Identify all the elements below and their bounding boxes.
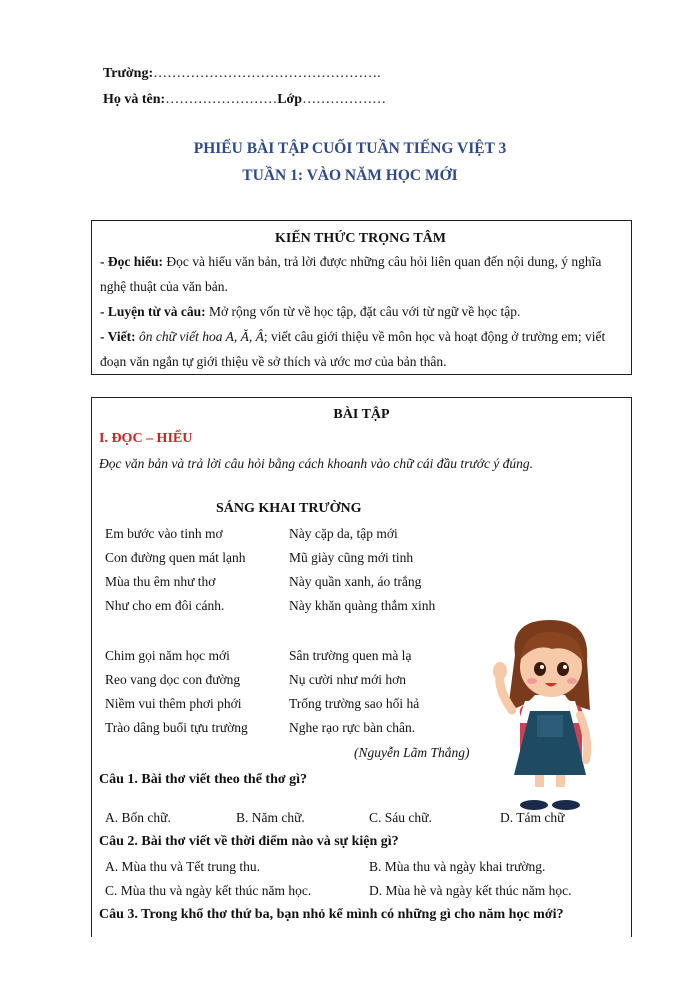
school-label: Trường: (103, 66, 154, 81)
worksheet-subtitle: TUẦN 1: VÀO NĂM HỌC MỚI (242, 167, 458, 184)
class-dots: ……………… (302, 92, 387, 107)
school-dots: …………………………………………. (153, 66, 381, 81)
poem-line: Chim gọi năm học mới (105, 648, 230, 663)
poem-line: Như cho em đôi cánh. (105, 598, 225, 613)
knowledge-box (91, 220, 632, 375)
knowledge-item-reading (100, 249, 621, 299)
vocab-label: - Luyện từ và câu: (100, 304, 206, 319)
reading-text: Đọc và hiểu văn bản, trả lời được những câu hỏi liên quan đến nội dung, ý nghĩa (163, 254, 602, 269)
vocab-text: Mở rộng vốn từ về học tập, đặt câu với từ ngữ về học tập. (205, 304, 521, 319)
poem-line: Trống trường sao hối hả (289, 696, 420, 711)
writing-text: ; viết câu giới thiệu về môn học và hoạt động ở trường em; viết (263, 329, 606, 344)
poem-line: Mùa thu êm như thơ (105, 574, 216, 589)
worksheet-title: PHIẾU BÀI TẬP CUỐI TUẦN TIẾNG VIỆT 3 (193, 140, 507, 157)
poem-line: Nghe rạo rực bàn chân. (289, 720, 416, 735)
writing-italic: ôn chữ viết hoa A, Ă, Â (135, 329, 264, 344)
name-dots: …………………… (165, 92, 278, 107)
option-2d[interactable]: D. Mùa hè và ngày kết thúc năm học. (369, 883, 572, 898)
option-2b[interactable]: B. Mùa thu và ngày khai trường. (369, 859, 546, 874)
writing-label: - Viết: (100, 329, 136, 344)
poem-line: Niềm vui thêm phơi phới (105, 696, 242, 711)
knowledge-heading: KIẾN THỨC TRỌNG TÂM (274, 231, 446, 246)
girl-illustration-svg (490, 615, 610, 815)
poem-line: Em bước vào tinh mơ (105, 526, 223, 541)
section-heading: I. ĐỌC – HIỂU (99, 431, 193, 446)
knowledge-item-writing (100, 324, 621, 374)
poem-line: Này khăn quàng thắm xinh (289, 598, 436, 613)
question-1: Câu 1. Bài thơ viết theo thể thơ gì? (99, 772, 308, 787)
name-class-field (103, 92, 386, 108)
option-1d[interactable]: D. Tám chữ (500, 810, 565, 825)
girl-waving-illustration (490, 615, 610, 815)
option-1a[interactable]: A. Bốn chữ. (105, 810, 171, 825)
poem-line: Này quần xanh, áo trắng (289, 574, 422, 589)
poem-author: (Nguyễn Lãm Thắng) (354, 745, 470, 760)
poem-title: SÁNG KHAI TRƯỜNG (216, 501, 362, 516)
instruction: Đọc văn bản và trả lời câu hỏi bằng cách khoanh vào chữ cái đầu trước ý đúng. (99, 456, 534, 471)
poem-line: Mũ giày cũng mới tinh (289, 550, 414, 565)
option-1c[interactable]: C. Sáu chữ. (369, 810, 432, 825)
reading-text-2: nghệ thuật của văn bản. (100, 279, 228, 294)
writing-text-2: đoạn văn ngắn tự giới thiệu về sở thích và ước mơ của bản thân. (100, 354, 447, 369)
poem-line: Sân trường quen mà lạ (289, 648, 412, 663)
poem-line: Nụ cười như mới hơn (289, 672, 407, 687)
class-label: Lớp (277, 92, 303, 107)
knowledge-item-vocab (100, 299, 621, 324)
exercise-heading: BÀI TẬP (333, 407, 390, 422)
question-3: Câu 3. Trong khổ thơ thứ ba, bạn nhỏ kể mình có những gì cho năm học mới? (99, 907, 564, 922)
question-2: Câu 2. Bài thơ viết về thời điểm nào và sự kiện gì? (99, 834, 399, 849)
reading-label: - Đọc hiểu: (100, 254, 163, 269)
option-1b[interactable]: B. Năm chữ. (236, 810, 305, 825)
poem-line: Reo vang dọc con đường (105, 672, 241, 687)
name-label: Họ và tên: (103, 92, 166, 107)
poem-line: Trào dâng buổi tựu trường (105, 720, 248, 735)
option-2c[interactable]: C. Mùa thu và ngày kết thúc năm học. (105, 883, 312, 898)
option-2a[interactable]: A. Mùa thu và Tết trung thu. (105, 859, 260, 874)
school-field (103, 66, 381, 82)
poem-line: Này cặp da, tập mới (289, 526, 398, 541)
poem-line: Con đường quen mát lạnh (105, 550, 246, 565)
